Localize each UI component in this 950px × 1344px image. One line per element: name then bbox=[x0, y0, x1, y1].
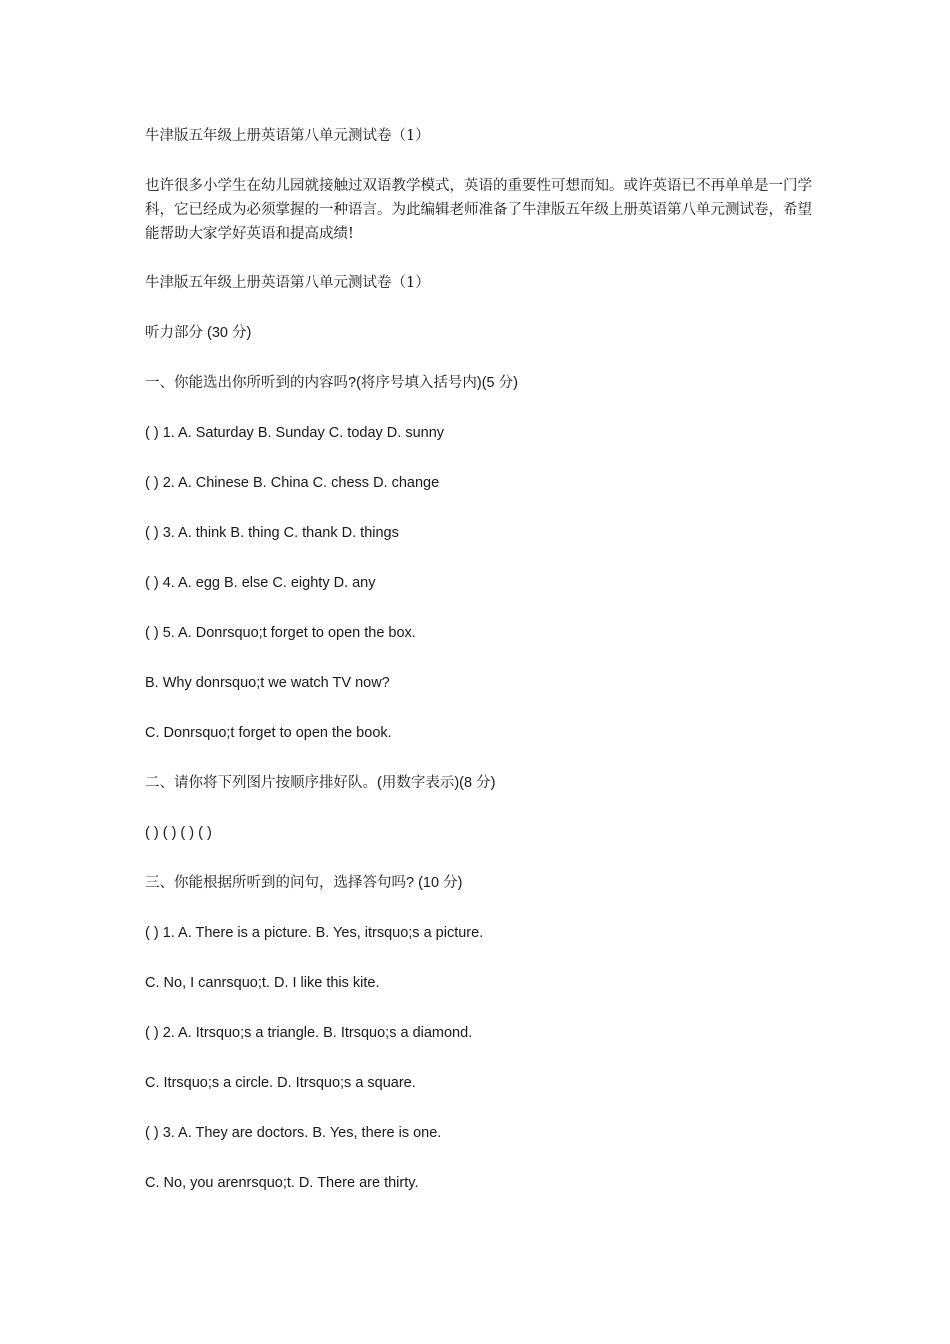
section1-heading: 一、你能选出你所听到的内容吗?(将序号填入括号内)(5 分) bbox=[145, 375, 518, 391]
document-page bbox=[145, 124, 815, 1221]
s1-question-2: ( ) 2. A. Chinese B. China C. chess D. change bbox=[145, 475, 440, 491]
document-title-repeat: 牛津版五年级上册英语第八单元测试卷（1） bbox=[145, 275, 430, 291]
s3-question-3-line-2: C. No, you arenrsquo;t. D. There are thirty. bbox=[145, 1175, 419, 1191]
s1-question-5-option-a: ( ) 5. A. Donrsquo;t forget to open the box. bbox=[145, 625, 416, 641]
s2-blanks: ( ) ( ) ( ) ( ) bbox=[145, 825, 212, 841]
s1-question-3: ( ) 3. A. think B. thing C. thank D. things bbox=[145, 525, 399, 541]
s1-question-1: ( ) 1. A. Saturday B. Sunday C. today D. sunny bbox=[145, 425, 445, 441]
intro-paragraph: 也许很多小学生在幼儿园就接触过双语教学模式，英语的重要性可想而知。或许英语已不再单单是一门学科，它已经成为必须掌握的一种语言。为此编辑老师准备了牛津版五年级上册英语第八单元测试卷，希望能帮助大家学好英语和提高成绩! bbox=[145, 178, 812, 242]
s3-question-2-line-2: C. Itrsquo;s a circle. D. Itrsquo;s a square. bbox=[145, 1075, 416, 1091]
section3-heading: 三、你能根据所听到的问句，选择答句吗? (10 分) bbox=[145, 875, 463, 891]
s1-question-4: ( ) 4. A. egg B. else C. eighty D. any bbox=[145, 575, 376, 591]
document-title: 牛津版五年级上册英语第八单元测试卷（1） bbox=[145, 128, 430, 144]
s1-question-5-option-b: B. Why donrsquo;t we watch TV now? bbox=[145, 675, 390, 691]
section2-heading: 二、请你将下列图片按顺序排好队。(用数字表示)(8 分) bbox=[145, 775, 496, 791]
s1-question-5-option-c: C. Donrsquo;t forget to open the book. bbox=[145, 725, 392, 741]
s3-question-2-line-1: ( ) 2. A. Itrsquo;s a triangle. B. Itrsquo;s a diamond. bbox=[145, 1025, 473, 1041]
listening-part-heading: 听力部分 (30 分) bbox=[145, 325, 252, 341]
s3-question-1-line-2: C. No, I canrsquo;t. D. I like this kite. bbox=[145, 975, 380, 991]
s3-question-3-line-1: ( ) 3. A. They are doctors. B. Yes, there is one. bbox=[145, 1125, 442, 1141]
s3-question-1-line-1: ( ) 1. A. There is a picture. B. Yes, itrsquo;s a picture. bbox=[145, 925, 484, 941]
